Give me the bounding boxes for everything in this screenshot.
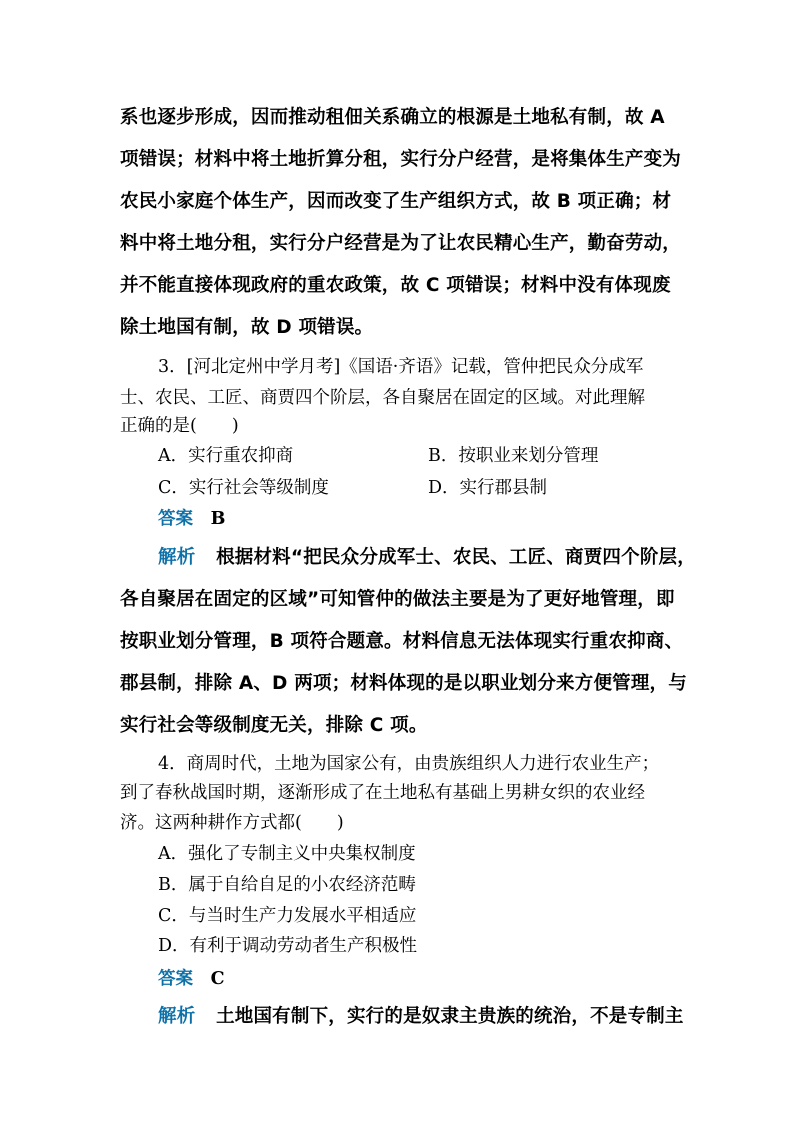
option-d: D．有利于调动劳动者生产积极性 [158,936,418,956]
option-a: A．强化了专制主义中央集权制度 [158,844,416,864]
text-line: 料中将土地分租，实行分户经营是为了让农民精心生产，勤奋劳动， [120,233,682,254]
option-a: A．实行重农抑商 [158,446,294,466]
text-line: 按职业划分管理，B 项符合题意。材料信息无法体现实行重农抑商、 [120,631,684,652]
question-stem-line: 4．商周时代，土地为国家公有，由贵族组织人力进行农业生产； [158,754,660,774]
explanation-text: 根据材料“把民众分成军士、农民、工匠、商贾四个阶层， [216,547,696,568]
option-d: D．实行郡县制 [428,478,548,498]
answer-value: B [210,509,226,529]
question-stem-line: 正确的是( ) [120,416,239,436]
answer-label: 答案 [158,509,193,529]
option-b: B．按职业来划分管理 [428,446,599,466]
option-c: C．实行社会等级制度 [158,478,329,498]
text-line: 除土地国有制，故 D 项错误。 [120,317,374,338]
answer-row [158,965,225,990]
text-line: 各自聚居在固定的区域”可知管仲的做法主要是为了更好地管理，即 [120,589,675,610]
text-line: 实行社会等级制度无关，排除 C 项。 [120,715,428,736]
explanation-first-line [158,543,718,569]
question-stem-line: 3．[河北定州中学月考]《国语·齐语》记载，管仲把民众分成军 [158,357,644,377]
answer-row [158,505,225,530]
text-line: 系也逐步形成，因而推动租佃关系确立的根源是土地私有制，故 A [120,107,665,128]
explanation-label: 解析 [158,547,196,568]
text-line: 项错误；材料中将土地折算分租，实行分户经营，是将集体生产变为 [120,149,682,170]
option-c: C．与当时生产力发展水平相适应 [158,906,417,926]
text-line: 郡县制，排除 A、D 两项；材料体现的是以职业划分来方便管理，与 [120,673,687,694]
text-line: 农民小家庭个体生产，因而改变了生产组织方式，故 B 项正确；材 [120,191,672,212]
option-b: B．属于自给自足的小农经济范畴 [158,875,416,895]
question-stem-line: 济。这两种耕作方式都( ) [120,813,344,833]
question-stem-line: 到了春秋战国时期，逐渐形成了在土地私有基础上男耕女织的农业经 [120,783,645,803]
text-line: 并不能直接体现政府的重农政策，故 C 项错误；材料中没有体现废 [120,275,671,296]
explanation-label: 解析 [158,1006,196,1027]
question-stem-line: 士、农民、工匠、商贾四个阶层，各自聚居在固定的区域。对此理解 [120,388,645,408]
explanation-text: 土地国有制下，实行的是奴隶主贵族的统治，不是专制主 [216,1006,684,1027]
explanation-first-line [158,1002,718,1028]
answer-value: C [210,969,225,989]
answer-label: 答案 [158,969,193,989]
